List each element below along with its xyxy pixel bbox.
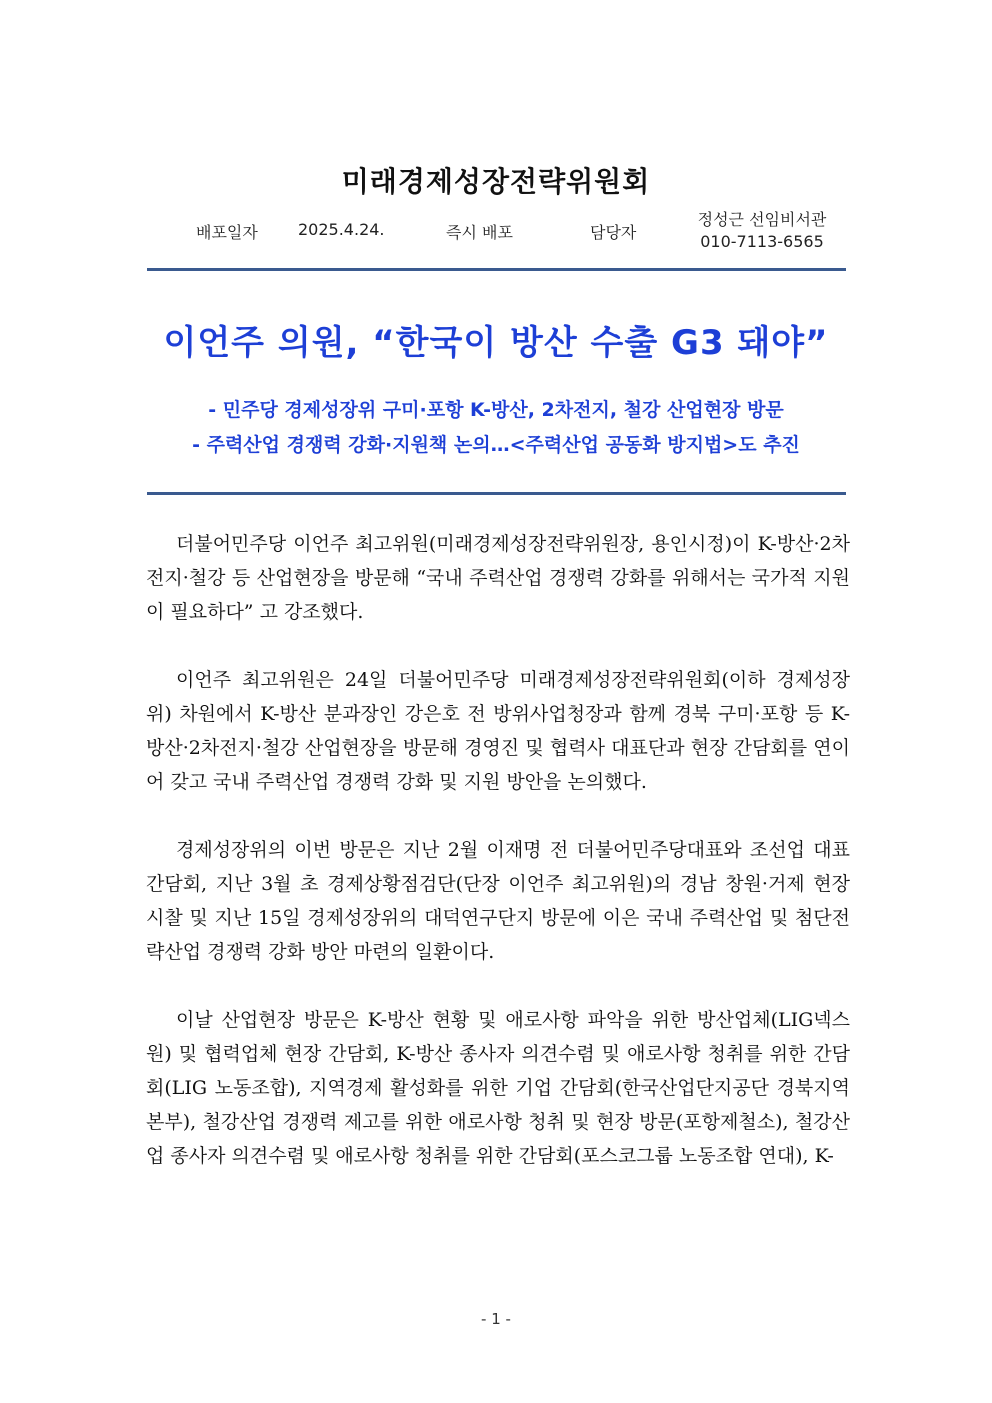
org-title: 미래경제성장전략위원회 [341,165,651,198]
top-divider [147,268,846,271]
bottom-divider [147,492,846,495]
subheadline-1: - 민주당 경제성장위 구미·포항 K-방산, 2차전지, 철강 산업현장 방문 [208,399,784,421]
release-type: 즉시 배포 [446,223,513,242]
page-number: - 1 - [481,1310,511,1328]
paragraph-1: 더불어민주당 이언주 최고위원(미래경제성장전략위원장, 용인시정)이 K-방산·2차전지·철강 등 산업현장을 방문해 “국내 주력산업 경쟁력 강화를 위해서는 국가적 지원이 필요하다” 고 강조했다. [146,533,850,623]
release-date-label: 배포일자 [196,223,258,242]
paragraph-2: 이언주 최고위원은 24일 더불어민주당 미래경제성장전략위원회(이하 경제성장위) 차원에서 K-방산 분과장인 강은호 전 방위사업청장과 함께 경북 구미·포항 등 K-방산·2차전지·철강 산업현장을 방문해 경영진 및 협력사 대표단과 현장 간담회를 연이어 갖고 국내 주력산업 경쟁력 강화 및 지원 방안을 논의했다. [146,669,850,793]
contact-phone: 010-7113-6565 [700,232,824,251]
contact-label: 담당자 [590,223,637,242]
headline: 이언주 의원, “한국이 방산 수출 G3 돼야” [163,323,829,363]
paragraph-4: 이날 산업현장 방문은 K-방산 현황 및 애로사항 파악을 위한 방산업체(LIG넥스원) 및 협력업체 현장 간담회, K-방산 종사자 의견수렴 및 애로사항 청취를 위한 간담회(LIG 노동조합), 지역경제 활성화를 위한 기업 간담회(한국산업단지공단 경북지역본부), 철강산업 경쟁력 제고를 위한 애로사항 청취 및 현장 방문(포항제철소), 철강산업 종사자 의견수렴 및 애로사항 청취를 위한 간담회(포스코그룹 노동조합 연대), K- [146,1009,850,1167]
contact-info [692,209,832,253]
article-body [146,527,850,1207]
release-date: 2025.4.24. [298,220,385,239]
paragraph-3: 경제성장위의 이번 방문은 지난 2월 이재명 전 더불어민주당대표와 조선업 대표 간담회, 지난 3월 초 경제상황점검단(단장 이언주 최고위원)의 경남 창원·거제 현장 시찰 및 지난 15일 경제성장위의 대덕연구단지 방문에 이은 국내 주력산업 및 첨단전략산업 경쟁력 강화 방안 마련의 일환이다. [146,839,850,963]
contact-name: 정성근 선임비서관 [697,210,827,229]
subheadline-2: - 주력산업 경쟁력 강화·지원책 논의…<주력산업 공동화 방지법>도 추진 [192,434,800,456]
